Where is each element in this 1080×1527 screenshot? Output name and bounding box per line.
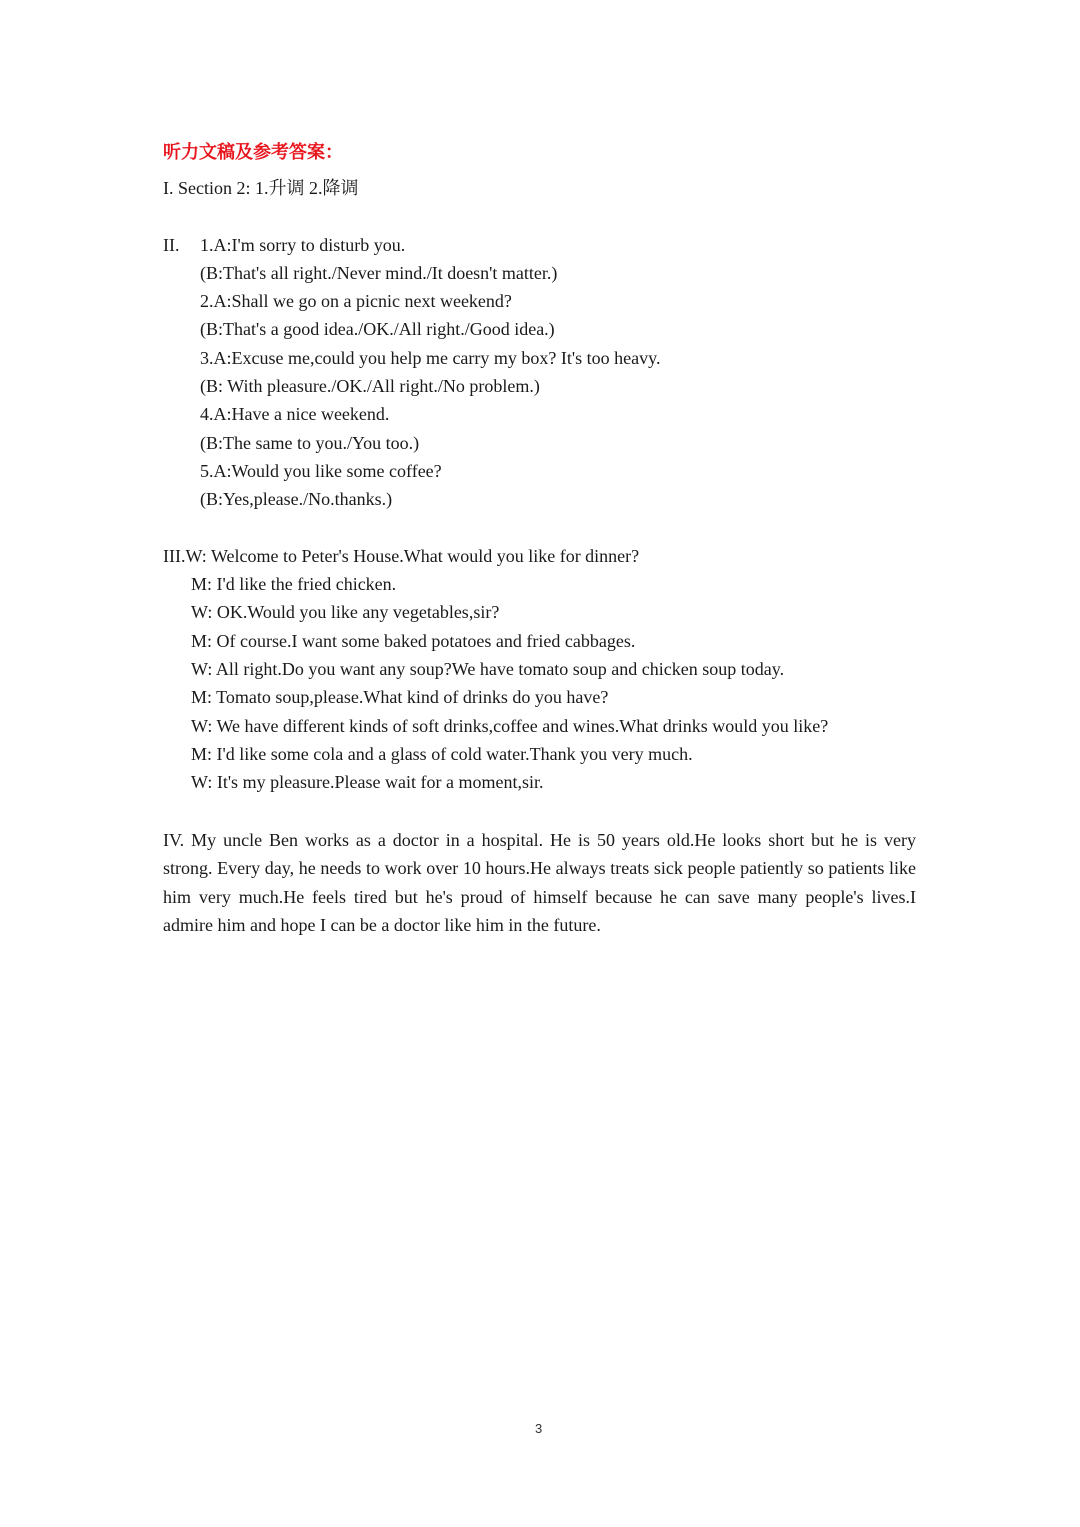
dialogue-line: (B:The same to you./You too.) bbox=[200, 433, 420, 453]
dialogue-line: 5.A:Would you like some coffee? bbox=[200, 461, 442, 481]
dialogue-line: 4.A:Have a nice weekend. bbox=[200, 404, 390, 424]
dialogue-line: M: Of course.I want some baked potatoes and fried cabbages. bbox=[191, 631, 636, 651]
section-1-answer: I. Section 2: 1.升调 2.降调 bbox=[163, 178, 359, 198]
section-3-first-line: III.W: Welcome to Peter's House.What would you like for dinner? bbox=[163, 546, 640, 566]
dialogue-line: (B:That's a good idea./OK./All right./Good idea.) bbox=[200, 319, 555, 339]
dialogue-line: M: Tomato soup,please.What kind of drinks do you have? bbox=[191, 687, 609, 707]
page-number: 3 bbox=[535, 1421, 543, 1436]
dialogue-line: (B: With pleasure./OK./All right./No problem.) bbox=[200, 376, 540, 396]
dialogue-line: W: It's my pleasure.Please wait for a moment,sir. bbox=[191, 772, 544, 792]
dialogue-line: 3.A:Excuse me,could you help me carry my box? It's too heavy. bbox=[200, 348, 661, 368]
dialogue-line: 1.A:I'm sorry to disturb you. bbox=[200, 235, 406, 255]
dialogue-line: M: I'd like the fried chicken. bbox=[191, 574, 397, 594]
dialogue-line: 2.A:Shall we go on a picnic next weekend? bbox=[200, 291, 512, 311]
page-title: 听力文稿及参考答案： bbox=[163, 142, 343, 162]
section-2-numeral: II. bbox=[163, 235, 180, 255]
dialogue-line: M: I'd like some cola and a glass of cold water.Thank you very much. bbox=[191, 744, 693, 764]
dialogue-line: W: All right.Do you want any soup?We have tomato soup and chicken soup today. bbox=[191, 659, 785, 679]
section-4-paragraph: IV. My uncle Ben works as a doctor in a hospital. He is 50 years old.He looks short but he is very strong. Every day, he needs to work over 10 hours.He always treats sick people patiently so patients like him very much.He feels tired but he's proud of himself because he can save many people's lives.I admire him and hope I can be a doctor like him in the future. bbox=[163, 830, 916, 935]
dialogue-line: W: OK.Would you like any vegetables,sir? bbox=[191, 602, 500, 622]
dialogue-line: (B:Yes,please./No.thanks.) bbox=[200, 489, 393, 509]
dialogue-line: (B:That's all right./Never mind./It doesn't matter.) bbox=[200, 263, 558, 283]
dialogue-line: W: We have different kinds of soft drinks,coffee and wines.What drinks would you like? bbox=[191, 716, 829, 736]
